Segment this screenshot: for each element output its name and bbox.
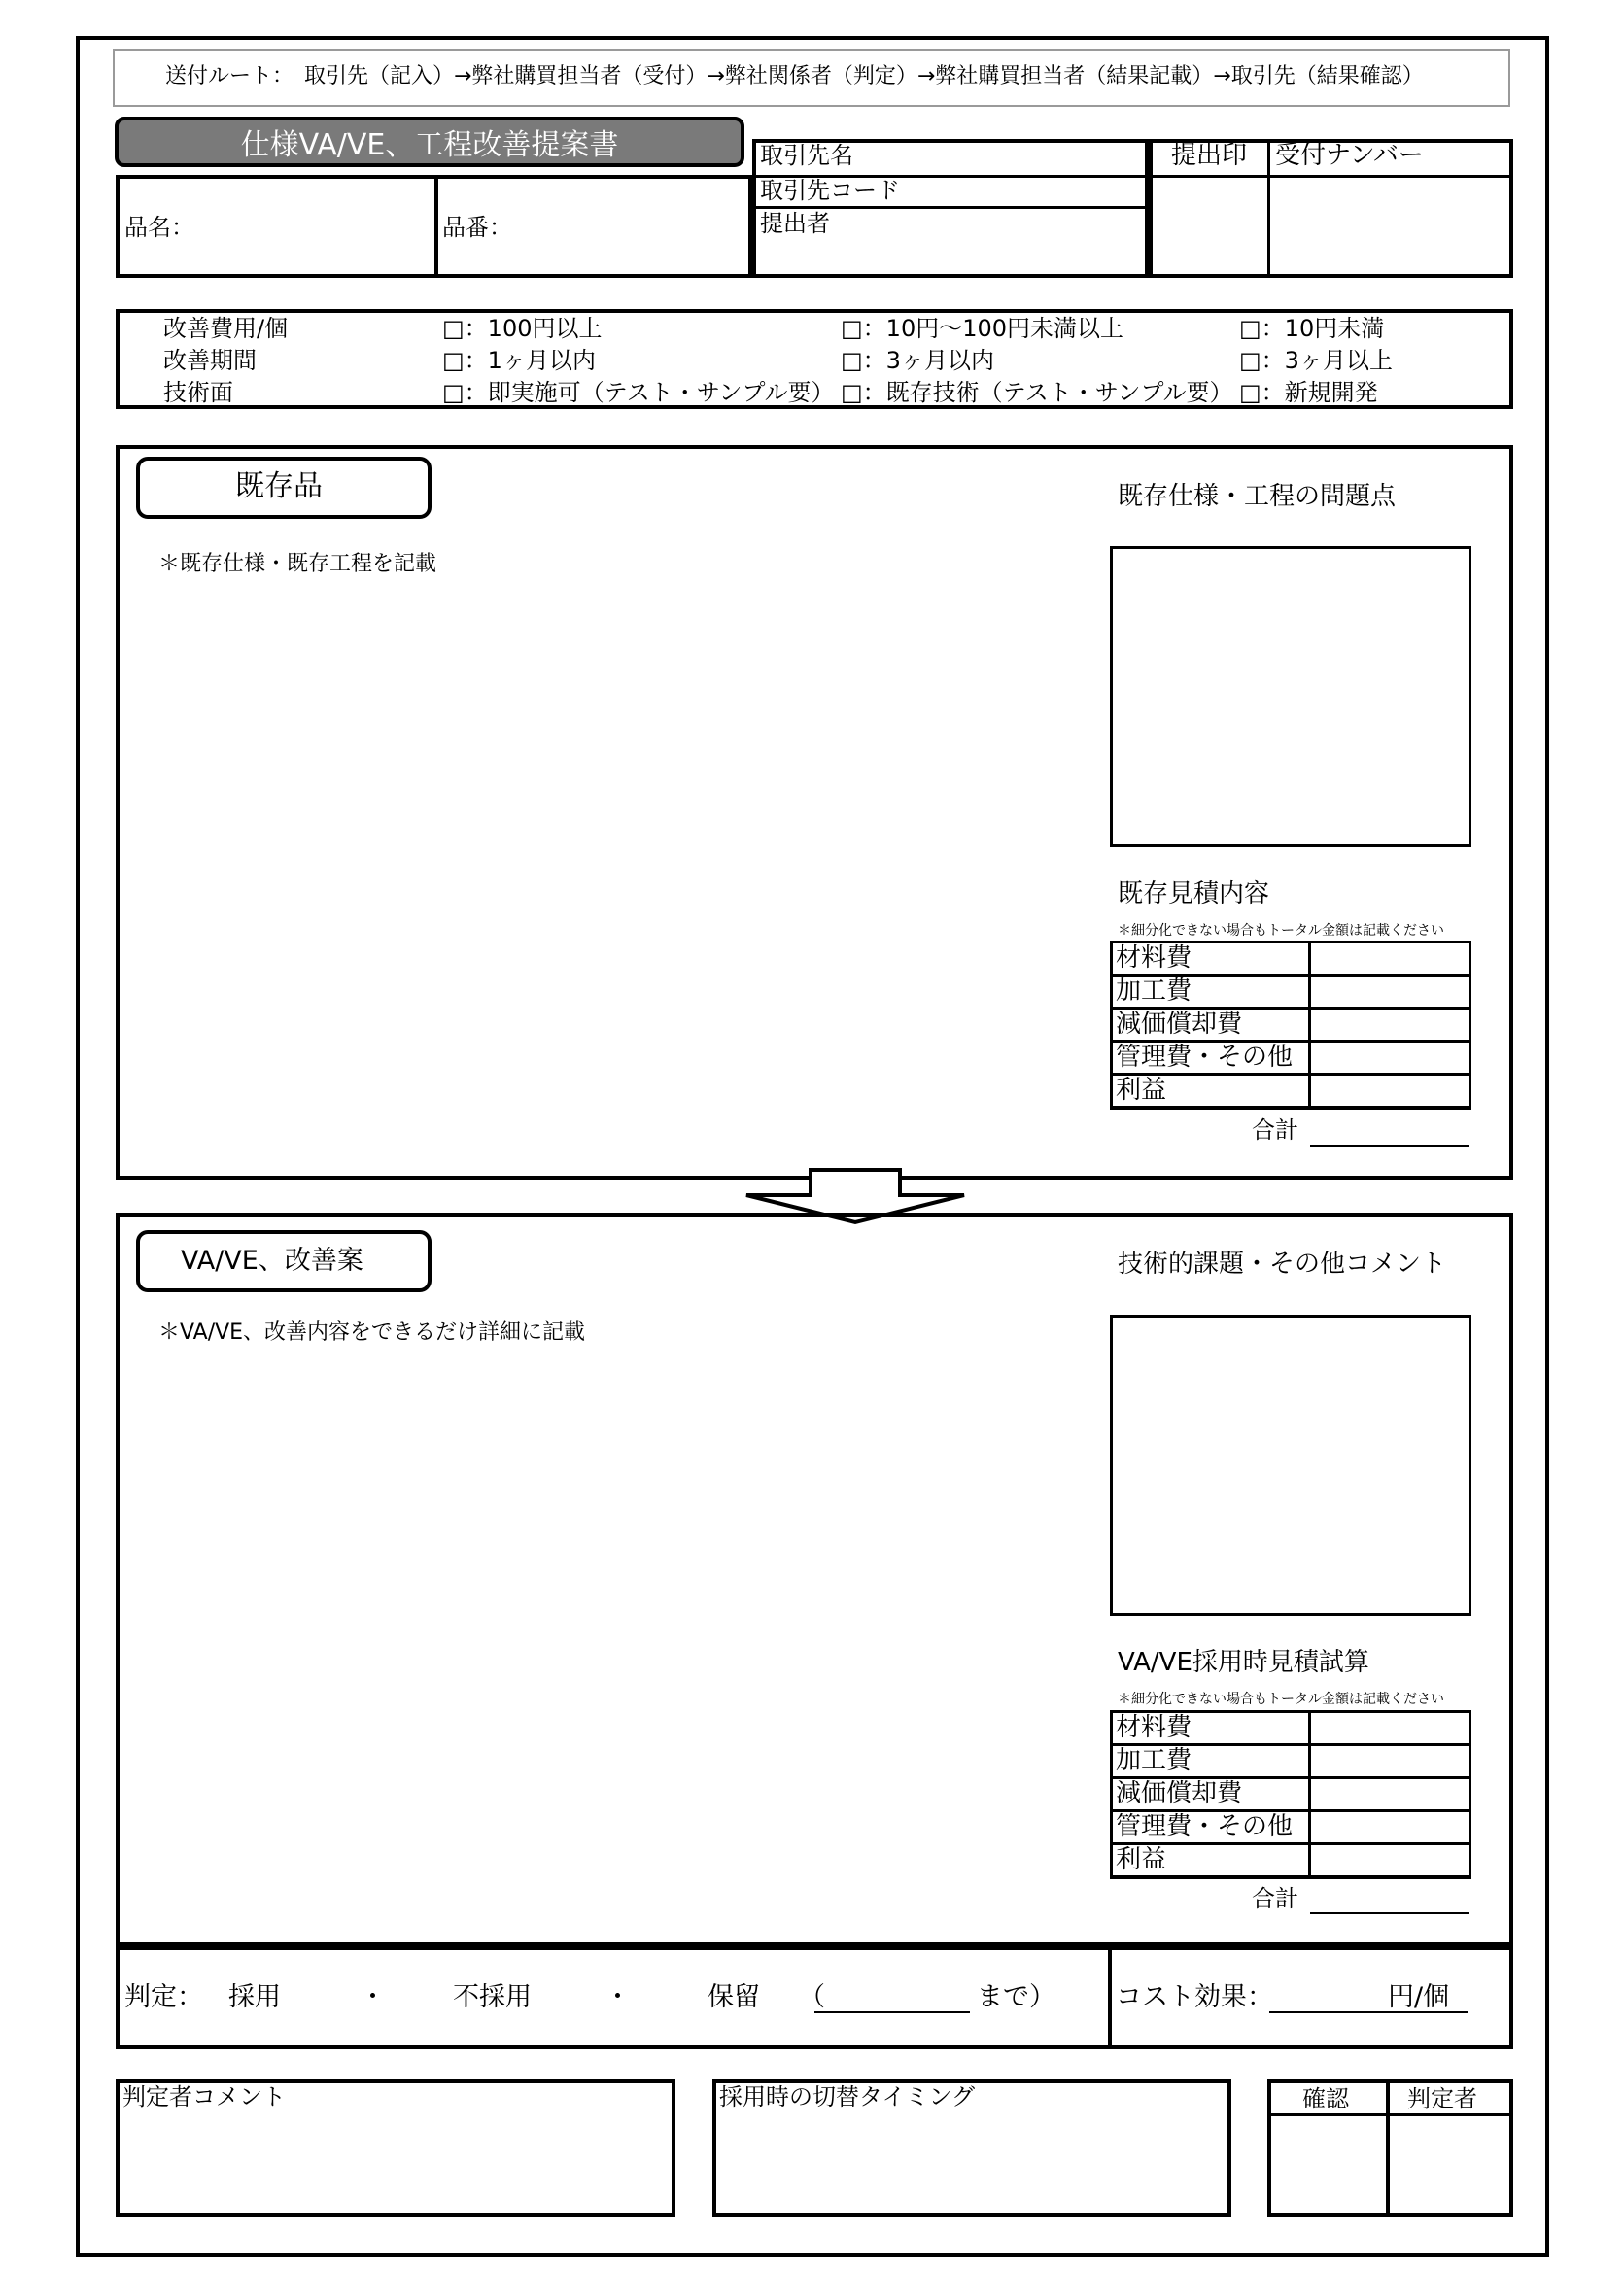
receipt-number-label: 受付ナンバー — [1275, 141, 1424, 170]
criteria-cost-opt1[interactable]: □：100円以上 — [442, 315, 603, 342]
seal-label: 提出印 — [1171, 141, 1248, 170]
proposal-cost-material: 材料費 — [1116, 1713, 1192, 1742]
judgement-label: 判定： — [124, 1982, 203, 2012]
criteria-label-cost: 改善費用/個 — [163, 315, 289, 342]
hold-until-date-line[interactable] — [814, 2011, 970, 2013]
product-number-label: 品番： — [442, 214, 512, 241]
judgement-open-paren: （ — [799, 1982, 825, 2012]
criteria-period-opt1[interactable]: □：1ヶ月以内 — [442, 347, 596, 374]
proposal-estimate-title: VA/VE採用時見積試算 — [1118, 1648, 1369, 1677]
switch-timing-label: 採用時の切替タイミング — [719, 2083, 976, 2110]
existing-cost-depreciation: 減価償却費 — [1116, 1010, 1243, 1039]
issues-title: 既存仕様・工程の問題点 — [1118, 482, 1397, 511]
judgement-adopt[interactable]: 採用 — [228, 1982, 281, 2012]
judgement-until: まで） — [977, 1982, 1055, 2012]
document-title: 仕様VA/VE、工程改善提案書 — [115, 117, 744, 167]
existing-cost-profit: 利益 — [1116, 1076, 1167, 1105]
criteria-label-tech: 技術面 — [163, 379, 233, 406]
existing-cost-management: 管理費・その他 — [1116, 1043, 1294, 1072]
product-name-label: 品名： — [124, 214, 194, 241]
comments-title: 技術的課題・その他コメント — [1118, 1250, 1447, 1279]
judgement-hold[interactable]: 保留 — [708, 1982, 760, 2012]
supplier-code-label: 取引先コード — [760, 177, 900, 204]
existing-total-label: 合計 — [1252, 1116, 1298, 1144]
criteria-tech-opt2[interactable]: □：既存技術（テスト・サンプル要） — [841, 379, 1233, 406]
cost-effect-label: コスト効果： — [1116, 1982, 1273, 2012]
criteria-period-opt3[interactable]: □：3ヶ月以上 — [1239, 347, 1393, 374]
judge-stamp-cell[interactable] — [1392, 2118, 1508, 2213]
judgement-reject[interactable]: 不採用 — [453, 1982, 532, 2012]
route-text: 送付ルート： 取引先（記入）→弊社購買担当者（受付）→弊社関係者（判定）→弊社購買担当者（結果記載）→取引先（結果確認） — [165, 64, 1424, 88]
comments-textarea[interactable] — [1110, 1315, 1471, 1616]
cost-effect-unit: 円/個 — [1388, 1982, 1450, 2012]
proposal-cost-processing: 加工費 — [1116, 1746, 1192, 1775]
proposal-tab-label: VA/VE、改善案 — [181, 1246, 363, 1276]
proposal-total-line[interactable] — [1310, 1912, 1469, 1914]
existing-cost-processing: 加工費 — [1116, 977, 1192, 1006]
submitter-label: 提出者 — [760, 210, 830, 237]
issues-textarea[interactable] — [1110, 546, 1471, 847]
proposal-cost-management: 管理費・その他 — [1116, 1812, 1294, 1841]
criteria-period-opt2[interactable]: □：3ヶ月以内 — [841, 347, 994, 374]
judgement-dot-2: ・ — [605, 1982, 631, 2012]
criteria-tech-opt1[interactable]: □：即実施可（テスト・サンプル要） — [442, 379, 835, 406]
proposal-cost-profit: 利益 — [1116, 1845, 1167, 1874]
existing-instruction: ＊既存仕様・既存工程を記載 — [158, 552, 437, 576]
existing-tab-label: 既存品 — [235, 469, 323, 503]
supplier-name-label: 取引先名 — [760, 142, 853, 169]
criteria-label-period: 改善期間 — [163, 347, 257, 374]
proposal-cost-depreciation: 減価償却費 — [1116, 1779, 1243, 1808]
proposal-instruction: ＊VA/VE、改善内容をできるだけ詳細に記載 — [158, 1320, 586, 1345]
criteria-cost-opt3[interactable]: □：10円未満 — [1239, 315, 1385, 342]
judge-comment-label: 判定者コメント — [122, 2083, 286, 2110]
confirm-label: 確認 — [1302, 2085, 1349, 2112]
criteria-tech-opt3[interactable]: □：新規開発 — [1239, 379, 1378, 406]
criteria-cost-opt2[interactable]: □：10円～100円未満以上 — [841, 315, 1124, 342]
existing-total-line[interactable] — [1310, 1145, 1469, 1147]
confirm-stamp-cell[interactable] — [1273, 2118, 1382, 2213]
existing-estimate-note: ＊細分化できない場合もトータル金額は記載ください — [1118, 923, 1444, 939]
existing-cost-material: 材料費 — [1116, 943, 1192, 973]
judgement-dot-1: ・ — [360, 1982, 386, 2012]
proposal-total-label: 合計 — [1252, 1885, 1298, 1912]
proposal-estimate-note: ＊細分化できない場合もトータル金額は記載ください — [1118, 1692, 1444, 1707]
judge-label: 判定者 — [1407, 2085, 1477, 2112]
existing-estimate-title: 既存見積内容 — [1118, 879, 1270, 908]
